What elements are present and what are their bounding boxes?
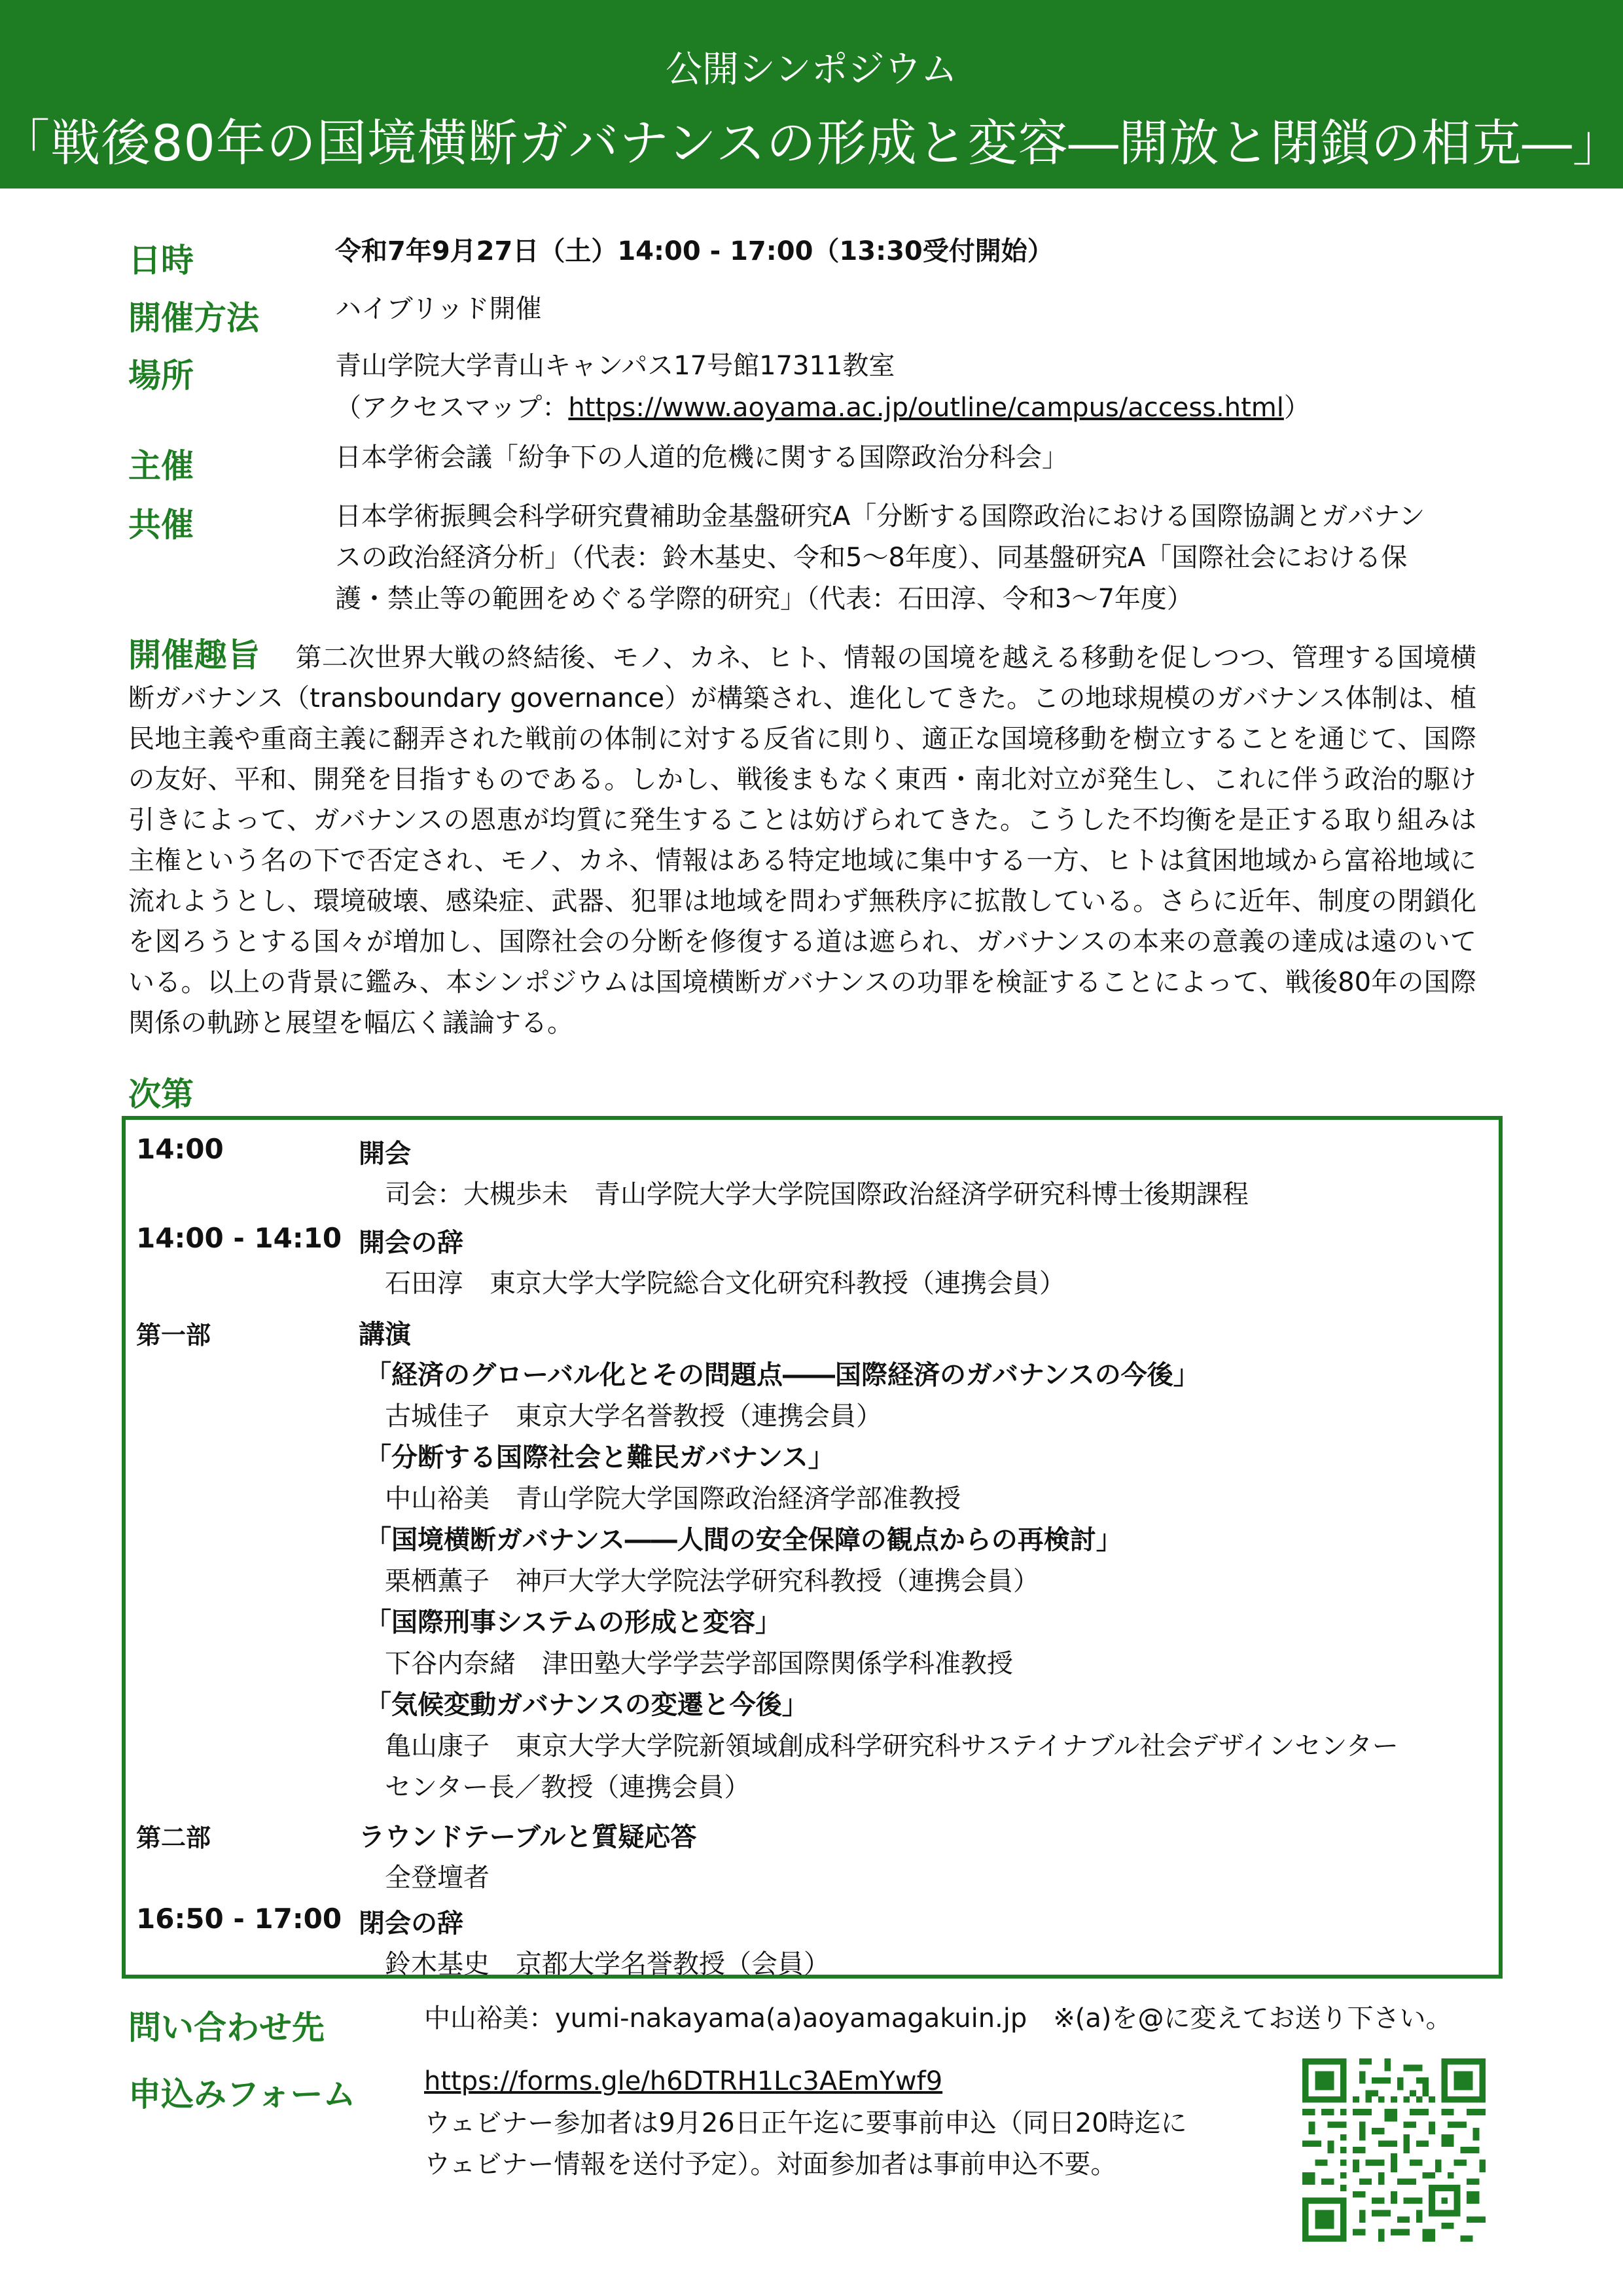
program-time: 16:50 - 17:00 xyxy=(136,1903,342,1935)
form-label: 申込みフォーム xyxy=(128,2075,356,2113)
program-time: 14:00 - 14:10 xyxy=(136,1222,342,1254)
venue-label: 場所 xyxy=(128,357,194,395)
program-label: 次第 xyxy=(128,1075,194,1113)
access-suffix: ） xyxy=(1283,393,1310,423)
access-prefix: （アクセスマップ： xyxy=(335,393,569,423)
cohost-line-2: スの政治経済分析」（代表：鈴木基史、令和5～8年度）、同基盤研究A「国際社会における保 xyxy=(335,543,1408,573)
talk-title: 「気候変動ガバナンスの変遷と今後」 xyxy=(365,1690,808,1720)
program-detail: 鈴木基史 京都大学名誉教授（会員） xyxy=(385,1949,830,1979)
program-box xyxy=(122,1116,1503,1979)
method-value: ハイブリッド開催 xyxy=(335,294,542,324)
talk-speaker: 古城佳子 東京大学名誉教授（連携会員） xyxy=(385,1401,882,1431)
form-note-2: ウェビナー情報を送付予定）。対面参加者は事前申込不要。 xyxy=(424,2149,1117,2179)
cohost-label: 共催 xyxy=(128,506,194,544)
datetime-label: 日時 xyxy=(128,242,194,279)
program-detail: 石田淳 東京大学大学院総合文化研究科教授（連携会員） xyxy=(385,1268,1065,1299)
header-banner xyxy=(0,0,1623,188)
talk-title: 「国際刑事システムの形成と変容」 xyxy=(365,1607,781,1638)
access-map-link[interactable]: https://www.aoyama.ac.jp/outline/campus/access.html xyxy=(568,393,1284,423)
purpose-label: 開催趣旨 xyxy=(128,636,260,674)
qr-code-icon[interactable] xyxy=(1302,2058,1486,2242)
program-heading: 閉会の辞 xyxy=(359,1909,463,1939)
talk-speaker: 栗栖薫子 神戸大学大学院法学研究科教授（連携会員） xyxy=(385,1566,1039,1596)
event-kicker: 公開シンポジウム xyxy=(665,48,958,91)
venue-access xyxy=(335,387,1310,429)
talk-title: 「経済のグローバル化とその問題点――国際経済のガバナンスの今後」 xyxy=(365,1360,1200,1390)
cohost-line-3: 護・禁止等の範囲をめぐる学際的研究」（代表：石田淳、令和3～7年度） xyxy=(335,584,1193,614)
program-heading: 講演 xyxy=(359,1319,411,1350)
program-detail: 全登壇者 xyxy=(385,1863,490,1893)
talk-title: 「国境横断ガバナンス――人間の安全保障の観点からの再検討」 xyxy=(365,1525,1122,1555)
talk-speaker-cont: センター長／教授（連携会員） xyxy=(385,1772,751,1803)
contact-value: 中山裕美：yumi-nakayama(a)aoyamagakuin.jp ※(a)を@に変えてお送り下さい。 xyxy=(424,2003,1452,2034)
event-title: 「戦後80年の国境横断ガバナンスの形成と変容―開放と閉鎖の相克―」 xyxy=(0,114,1623,172)
talk-speaker: 中山裕美 青山学院大学国際政治経済学部准教授 xyxy=(385,1484,961,1514)
talk-title: 「分断する国際社会と難民ガバナンス」 xyxy=(365,1443,834,1473)
method-label: 開催方法 xyxy=(128,299,259,337)
talk-speaker: 亀山康子 東京大学大学院新領域創成科学研究科サステイナブル社会デザインセンター xyxy=(385,1731,1399,1761)
program-heading: 開会 xyxy=(359,1139,411,1169)
purpose-text: 第二次世界大戦の終結後、モノ、カネ、ヒト、情報の国境を越える移動を促しつつ、管理する国境横断ガバナンス（transboundary governance）が構築され、進化してきた。この地球規模のガバナンス体制は、植民地主義や重商主義に翻弄された戦前の体制に対する反省に則り、適正な国境移動を樹立することを通じて、国際の友好、平和、開発を目指すものである。しかし、戦後まもなく東西・南北対立が発生し、これに伴う政治的駆け引きによって、ガバナンスの恩恵が均質に発生することは妨げられてきた。こうした不均衡を是正する取り組みは主権という名の下で否定され、モノ、カネ、情報はある特定地域に集中する一方、ヒトは貧困地域から富裕地域に流れようとし、環境破壊、感染症、武器、犯罪は地域を問わず無秩序に拡散している。さらに近年、制度の閉鎖化を図ろうとする国々が増加し、国際社会の分断を修復する道は遮られ、ガバナンスの本来の意義の達成は遠のいている。以上の背景に鑑み、本シンポジウムは国境横断ガバナンスの功罪を検証することによって、戦後80年の国際関係の軌跡と展望を幅広く議論する。 xyxy=(128,643,1476,1038)
contact-label: 問い合わせ先 xyxy=(128,2009,325,2047)
purpose-section xyxy=(128,635,1476,1043)
program-heading: 開会の辞 xyxy=(359,1228,463,1258)
datetime-value: 令和7年9月27日（土）14:00 - 17:00（13:30受付開始） xyxy=(335,236,1054,266)
form-note-1: ウェビナー参加者は9月26日正午迄に要事前申込（同日20時迄に xyxy=(424,2108,1187,2138)
venue-value: 青山学院大学青山キャンパス17号館17311教室 xyxy=(335,351,895,381)
program-detail: 司会：大槻歩未 青山学院大学大学院国際政治経済学研究科博士後期課程 xyxy=(385,1179,1249,1210)
program-part: 第二部 xyxy=(136,1823,211,1852)
form-link[interactable]: https://forms.gle/h6DTRH1Lc3AEmYwf9 xyxy=(424,2066,943,2096)
program-time: 14:00 xyxy=(136,1133,224,1165)
talk-speaker: 下谷内奈緒 津田塾大学学芸学部国際関係学科准教授 xyxy=(385,1649,1013,1679)
program-part: 第一部 xyxy=(136,1321,211,1350)
host-value: 日本学術会議「紛争下の人道的危機に関する国際政治分科会」 xyxy=(335,442,1068,473)
host-label: 主催 xyxy=(128,447,194,485)
program-heading: ラウンドテーブルと質疑応答 xyxy=(359,1822,697,1852)
cohost-line-1: 日本学術振興会科学研究費補助金基盤研究A「分断する国際政治における国際協調とガバナン xyxy=(335,501,1425,531)
